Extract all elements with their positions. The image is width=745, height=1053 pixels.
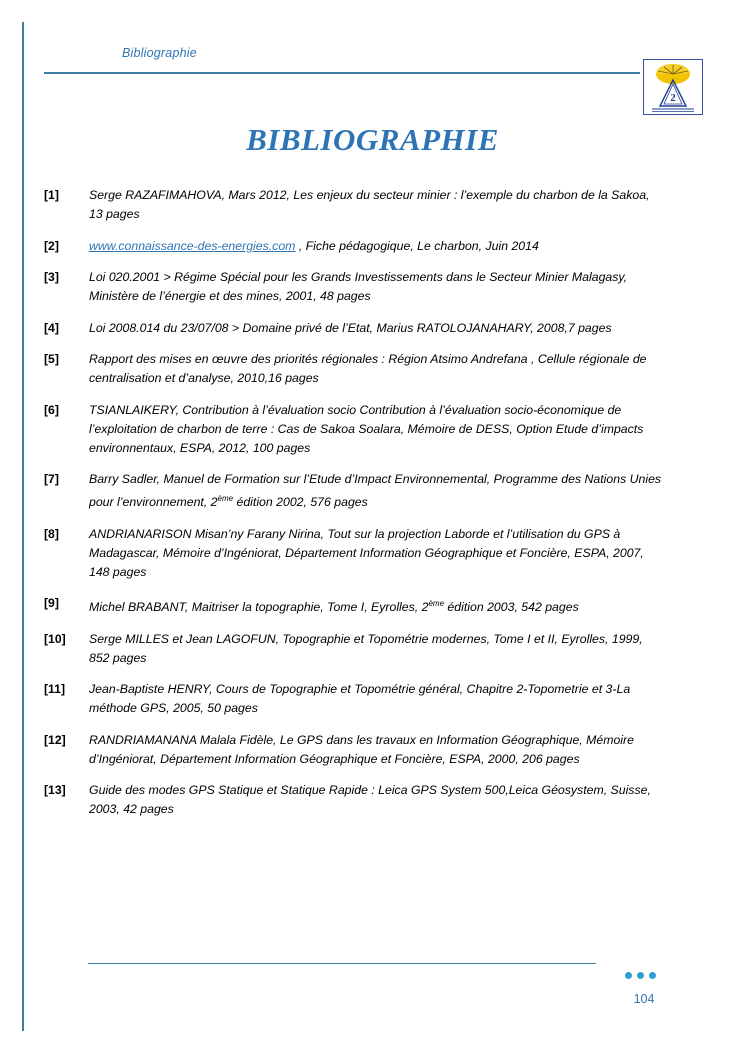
reference-number: [11] <box>44 682 66 697</box>
reference-text: Serge RAZAFIMAHOVA, Mars 2012, Les enjeux du secteur minier : l’exemple du charbon de la Sakoa, 13 pages <box>89 188 650 221</box>
reference-text-before: Barry Sadler, Manuel de Formation sur l’Etude d’Impact Environnemental, Programme des Nations Unies pour l’environnement, 2 <box>89 472 662 510</box>
reference-superscript: ème <box>217 494 234 503</box>
reference-text: Guide des modes GPS Statique et Statique Rapide : Leica GPS System 500,Leica Géosystem, Suisse, 2003, 42 pages <box>89 783 651 817</box>
reference-number: [13] <box>44 783 66 798</box>
reference-number: [10] <box>44 631 66 646</box>
reference-text: Loi 2008.014 du 23/07/08 > Domaine privé de l’Etat, Marius RATOLOJANAHARY, 2008,7 pages <box>89 320 612 335</box>
reference-number: [2] <box>44 238 59 253</box>
reference-number: [7] <box>44 472 59 486</box>
reference-number: [4] <box>44 320 59 335</box>
reference-number: [9] <box>44 596 59 611</box>
reference-text: ANDRIANARISON Misan’ny Farany Nirina, Tout sur la projection Laborde et l’utilisation du GPS à Madagascar, Mémoire d’Ingéniorat, Département Information Géographique et Foncière, ESPA, 2007, 148 pages <box>89 526 644 579</box>
footer-rule <box>88 963 596 964</box>
list-item <box>44 594 664 617</box>
list-item <box>44 268 664 306</box>
left-margin-rule <box>22 22 24 1031</box>
reference-text <box>89 594 664 617</box>
dot-icon <box>625 972 632 979</box>
reference-text-rest: , Fiche pédagogique, Le charbon, Juin 2014 <box>295 238 539 253</box>
reference-text: Loi 020.2001 > Régime Spécial pour les Grands Investissements dans le Secteur Minier Malagasy, Ministère de l’énergie et des mines, 2001, 48 pages <box>89 270 628 303</box>
page-header <box>44 46 704 80</box>
reference-link[interactable]: www.connaissance-des-energies.com <box>89 238 296 253</box>
reference-number: [6] <box>44 402 59 417</box>
reference-text <box>89 237 664 256</box>
reference-text <box>89 470 664 512</box>
bibliography-list <box>44 186 664 832</box>
reference-text-after: édition 2003, 542 pages <box>444 600 579 615</box>
reference-number: [12] <box>44 732 66 747</box>
page-title: BIBLIOGRAPHIE <box>246 122 499 157</box>
list-item <box>44 630 664 668</box>
footer-dots-decoration <box>625 972 665 979</box>
reference-number: [8] <box>44 526 59 541</box>
reference-text: Rapport des mises en œuvre des priorités régionales : Région Atsimo Andrefana , Cellule régionale de centralisation et d’analyse, 2010,16 pages <box>89 352 647 385</box>
header-label: Bibliographie <box>122 46 197 60</box>
reference-text: Jean-Baptiste HENRY, Cours de Topographie et Topométrie général, Chapitre 2-Topometrie et 3-La méthode GPS, 2005, 50 pages <box>89 682 631 716</box>
reference-number: [1] <box>44 188 59 202</box>
list-item <box>44 680 664 718</box>
reference-text-after: édition 2002, 576 pages <box>233 495 368 510</box>
list-item <box>44 237 664 256</box>
list-item <box>44 470 664 512</box>
dot-icon <box>649 972 656 979</box>
university-emblem-icon <box>643 59 703 115</box>
list-item <box>44 781 664 819</box>
dot-icon <box>637 972 644 979</box>
svg-text:2: 2 <box>670 92 676 104</box>
reference-text: Serge MILLES et Jean LAGOFUN, Topographie et Topométrie modernes, Tome I et II, Eyrolles, 1999, 852 pages <box>89 631 643 665</box>
list-item <box>44 319 664 338</box>
header-rule <box>44 72 640 74</box>
list-item <box>44 525 664 582</box>
reference-superscript: ème <box>428 599 445 609</box>
reference-number: [5] <box>44 352 59 366</box>
list-item <box>44 731 664 769</box>
reference-text: RANDRIAMANANA Malala Fidèle, Le GPS dans les travaux en Information Géographique, Mémoire d’Ingéniorat, Département Information Géographique et Foncière, ESPA, 2000, 206 pages <box>89 732 634 766</box>
reference-text-before: Michel BRABANT, Maitriser la topographie, Tome I, Eyrolles, 2 <box>89 600 429 615</box>
list-item <box>44 401 664 458</box>
list-item <box>44 186 664 224</box>
list-item <box>44 350 664 388</box>
reference-text: TSIANLAIKERY, Contribution à l’évaluation socio Contribution à l’évaluation socio-économique de l’exploitation de charbon de terre : Cas de Sakoa Soalara, Mémoire de DESS, Option Etude d’impacts environnentaux, ESPA, 2012, 100 pages <box>89 402 644 455</box>
page-number: 104 <box>633 992 655 1006</box>
reference-number: [3] <box>44 270 59 284</box>
